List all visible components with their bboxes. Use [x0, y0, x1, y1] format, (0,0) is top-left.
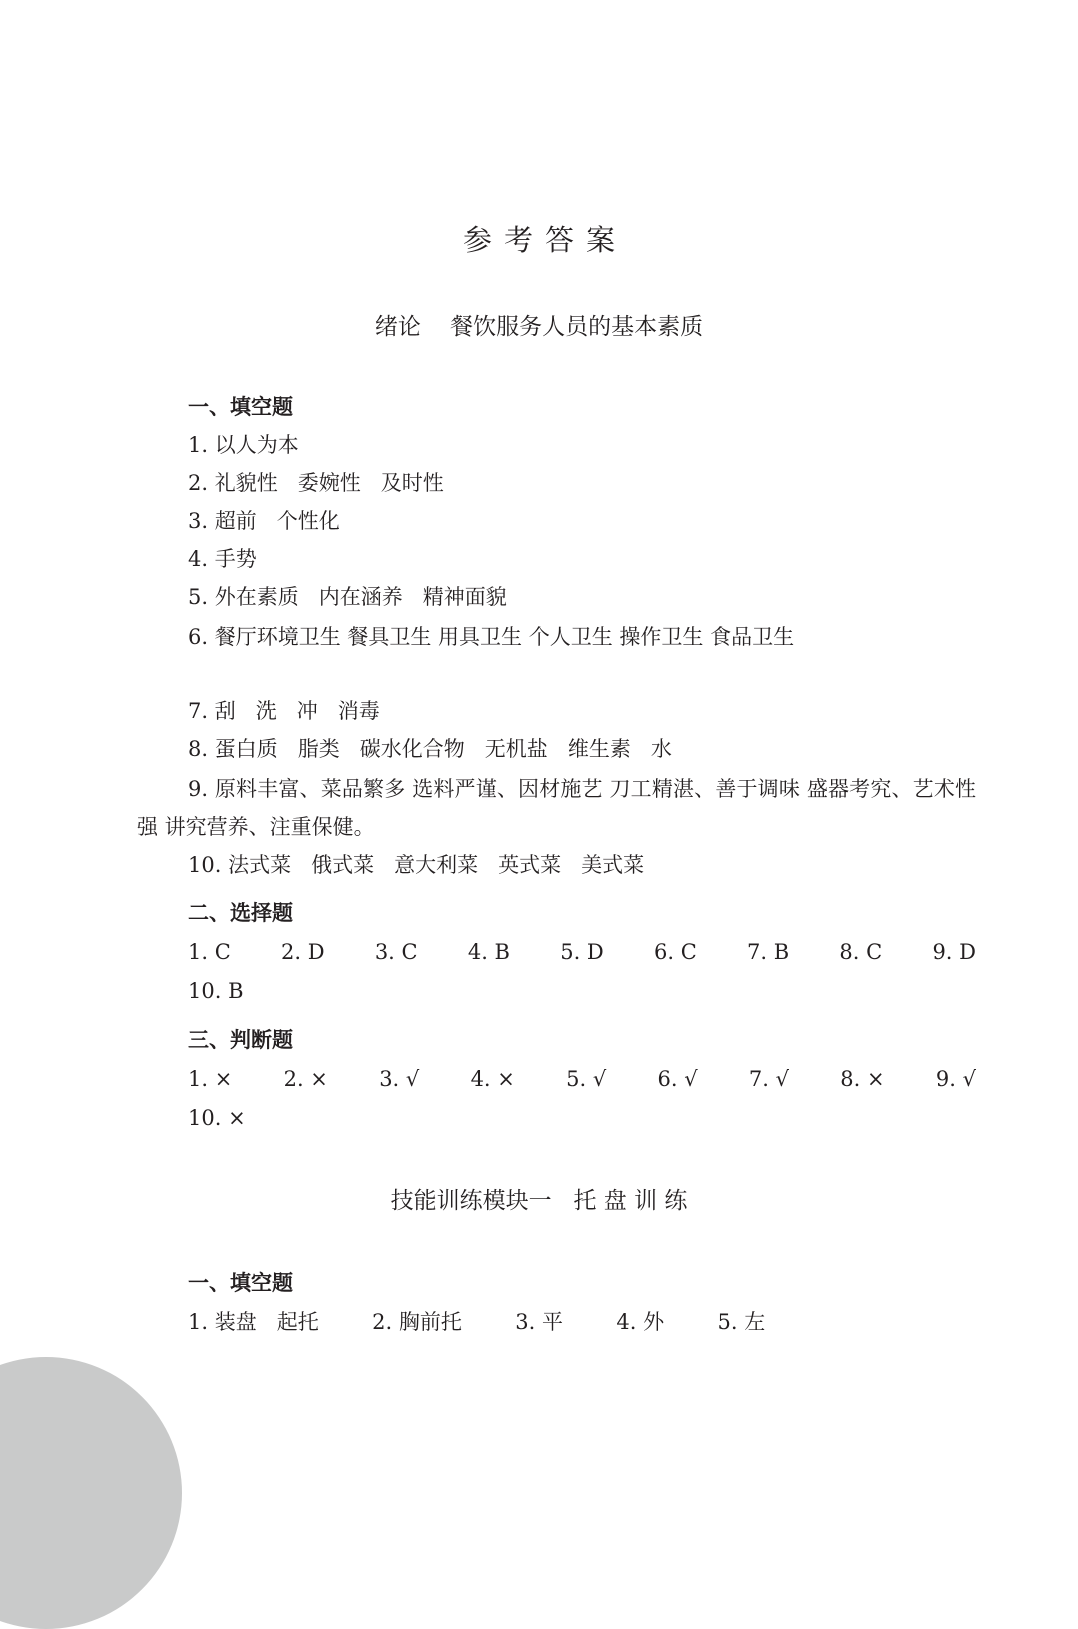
- answer-fill-7: 7. 刮 洗 冲 消毒: [188, 699, 380, 723]
- choice-answer: 1. C: [188, 940, 231, 964]
- judge-answer-10: 10. ×: [188, 1106, 246, 1130]
- choice-answer: 5. D: [560, 940, 604, 964]
- chapter-title-module1: 技能训练模块一 托 盘 训 练: [390, 1188, 688, 1214]
- judge-answer: 7. √: [748, 1067, 789, 1091]
- judge-answer: 6. √: [657, 1067, 698, 1091]
- answer-fill-5: 5. 外在素质 内在涵养 精神面貌: [188, 585, 507, 609]
- judge-answer: 1. ×: [188, 1067, 233, 1091]
- judge-answers-row: [188, 1064, 976, 1094]
- answer-fill-1: 1. 以人为本: [188, 433, 299, 457]
- choice-answer: 6. C: [654, 940, 697, 964]
- answer-fill-2: 2. 礼貌性 委婉性 及时性: [188, 471, 444, 495]
- section-heading-choice: 二、选择题: [188, 901, 293, 925]
- section-heading-fill: 一、填空题: [188, 395, 293, 419]
- judge-answer: 3. √: [379, 1067, 420, 1091]
- page-title: 参考答案: [462, 223, 627, 257]
- section-heading-fill-module1: 一、填空题: [188, 1271, 293, 1295]
- answer-fill-10: 10. 法式菜 俄式菜 意大利菜 英式菜 美式菜: [188, 853, 645, 877]
- judge-answer: 4. ×: [470, 1067, 515, 1091]
- decorative-corner-circle: [0, 1357, 182, 1629]
- choice-answer: 2. D: [281, 940, 325, 964]
- choice-answer: 9. D: [932, 940, 976, 964]
- choice-answer: 7. B: [747, 940, 790, 964]
- answer-fill-9: 9. 原料丰富、菜品繁多 选料严谨、因材施艺 刀工精湛、善于调味 盛器考究、艺术性强 讲究营养、注重保健。: [137, 777, 976, 839]
- judge-answer: 9. √: [935, 1067, 976, 1091]
- judge-answer: 2. ×: [283, 1067, 328, 1091]
- choice-answers-row: [188, 937, 976, 967]
- answer-fill-3: 3. 超前 个性化: [188, 509, 340, 533]
- choice-answer: 3. C: [374, 940, 418, 964]
- choice-answer: 8. C: [839, 940, 883, 964]
- judge-answer: 5. √: [566, 1067, 607, 1091]
- choice-answer: 4. B: [467, 940, 510, 964]
- section-heading-judge: 三、判断题: [188, 1028, 293, 1052]
- answer-fill-6: 6. 餐厅环境卫生 餐具卫生 用具卫生 个人卫生 操作卫生 食品卫生: [188, 625, 795, 649]
- chapter-title-intro: 绪论 餐饮服务人员的基本素质: [374, 314, 704, 340]
- choice-answer-10: 10. B: [188, 979, 244, 1003]
- judge-answer: 8. ×: [840, 1067, 885, 1091]
- answer-fill-4: 4. 手势: [188, 547, 257, 571]
- module1-fill-answers: 1. 装盘 起托 2. 胸前托 3. 平 4. 外 5. 左: [188, 1310, 766, 1334]
- answer-fill-8: 8. 蛋白质 脂类 碳水化合物 无机盐 维生素 水: [188, 737, 672, 761]
